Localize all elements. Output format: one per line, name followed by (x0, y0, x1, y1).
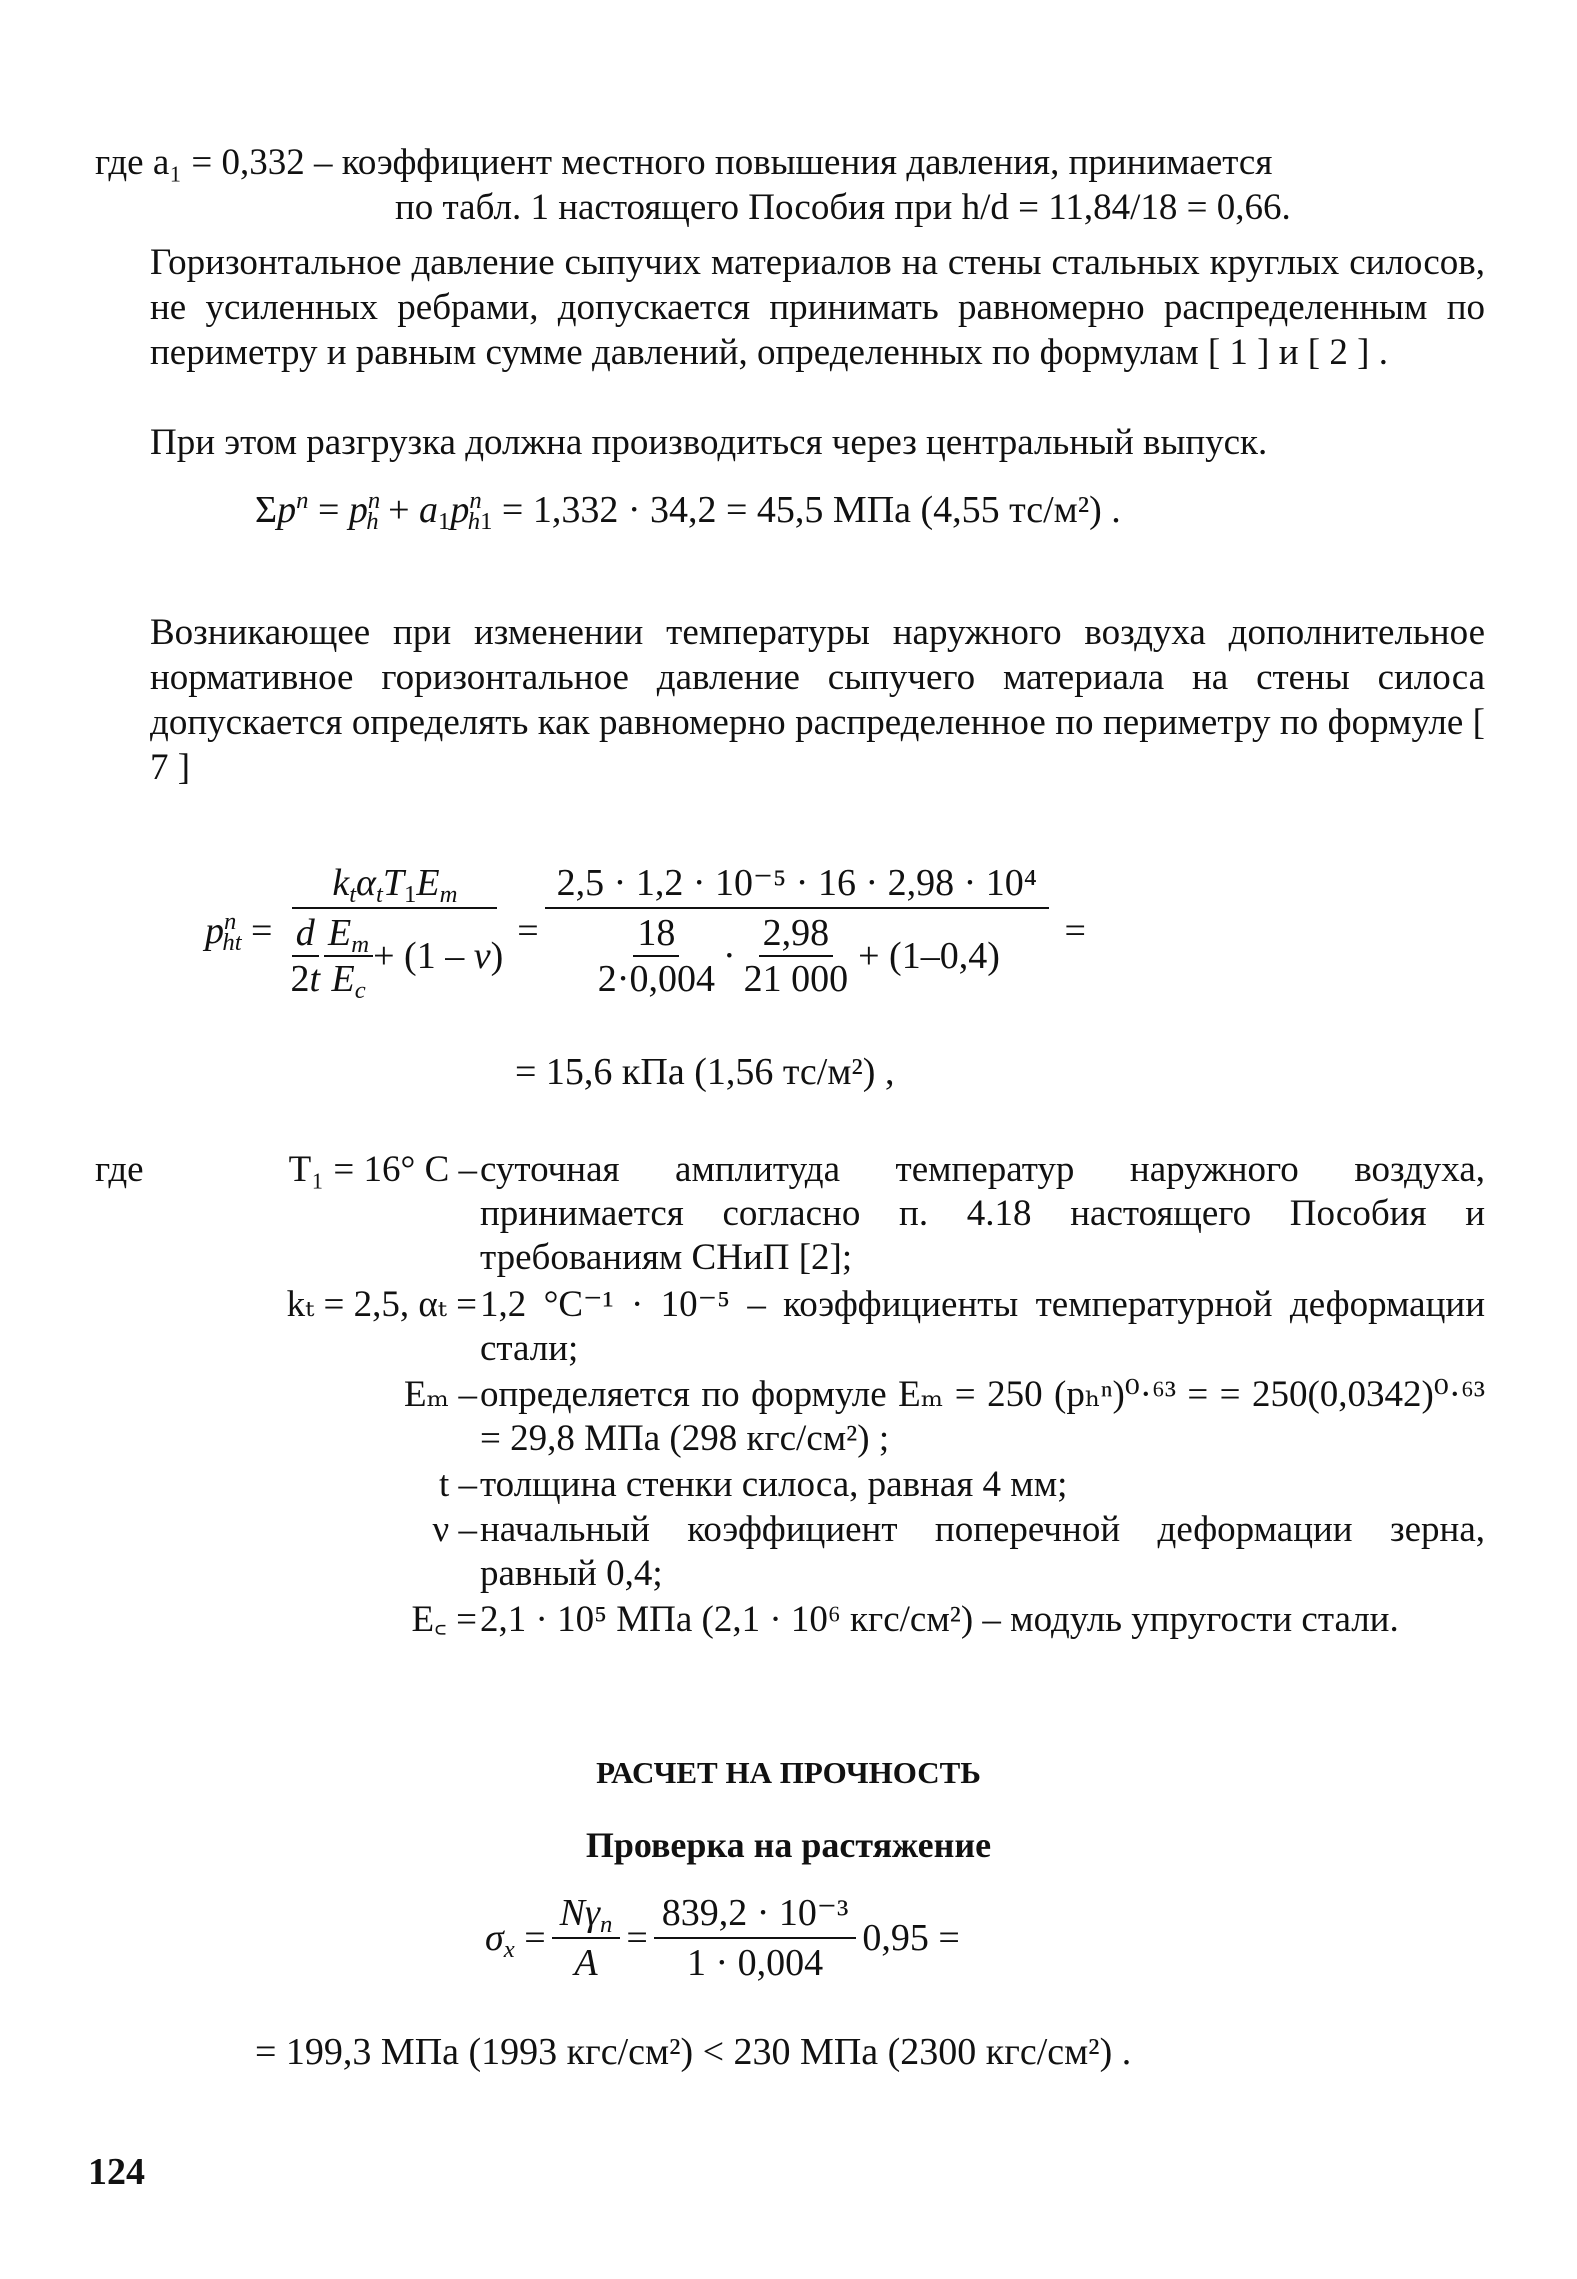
eq3-tail: 0,95 = (862, 1916, 960, 1959)
eq2-den-a-num: 18 (633, 911, 679, 957)
equation-sum-result: = 1,332 · 34,2 = 45,5 МПа (4,55 тс/м²) . (501, 489, 1121, 531)
def-t1-text: суточная амплитуда температур наружного воздуха, принимается согласно п. 4.18 настоящего Пособия и требованиям СНиП [2]; (480, 1149, 1485, 1278)
equation-sigma-x: $\sigma_x$ = $\frac{N\gamma_n}{A}$ = $\frac{\text{839,2 · 10⁻³}}{1 \cdot 0,004}$ 0,95 = (485, 1891, 960, 1984)
intro-line-1: где a₁ = 0,332 – коэффициент местного повышения давления, принимается (95, 142, 1273, 183)
equation-pht: $p^n_{ht}$ = $k_t\alpha_tT_1E_m$ $\frac{d}{2t}$ $\frac{E_m}{E_c}$ + (1 – ν) = 2,5 · 1,2 · 10⁻⁵ · 16 · 2,98 · 10⁴ $\frac{18}{2\cdot 0,004}$ · $\frac{2,98}{21 000}$ + (1–0,4) = (205, 861, 1086, 1004)
def-em-label: Eₘ – (403, 1374, 477, 1415)
def-em-text: определяется по формуле Eₘ = 250 (pₕⁿ)⁰·⁶³ = = 250(0,0342)⁰·⁶³ = 29,8 МПа (298 кгс/см²) ; (480, 1374, 1485, 1459)
equation-pht-result: = 15,6 кПа (1,56 тс/м²) , (515, 1051, 895, 1093)
equation-sum-pressure (255, 487, 1121, 536)
eq3-numerator: 839,2 · 10⁻³ (654, 1890, 857, 1939)
equation-pht-numerator: 2,5 · 1,2 · 10⁻⁵ · 16 · 2,98 · 10⁴ (545, 860, 1049, 909)
where-label: где (95, 1149, 144, 1190)
equation-pht-numeric-fraction: 2,5 · 1,2 · 10⁻⁵ · 16 · 2,98 · 10⁴ $\frac{18}{2\cdot 0,004}$ · $\frac{2,98}{21 000}$ + (1–0,4) (545, 860, 1049, 1001)
paragraph-temperature-pressure: Возникающее при изменении температуры наружного воздуха дополнительное нормативное горизонтальное давление сыпучего материала на стены силоса допускается определять как равномерно распределенное по периметру по формуле [ 7 ] (150, 612, 1485, 788)
def-nu-text: начальный коэффициент поперечной деформации зерна, равный 0,4; (480, 1509, 1485, 1594)
intro-line-2: по табл. 1 настоящего Пособия при h/d = 11,84/18 = 0,66. (395, 187, 1291, 228)
def-ec-text: 2,1 · 10⁵ МПа (2,1 · 10⁶ кгс/см²) – модуль упругости стали. (480, 1599, 1399, 1640)
subsection-heading-tension: Проверка на растяжение (585, 1825, 992, 1865)
def-kt-text: 1,2 °C⁻¹ · 10⁻⁵ – коэффициенты температурной деформации стали; (480, 1284, 1485, 1369)
eq2-den-tail: + (1–0,4) (858, 935, 1000, 977)
paragraph-horizontal-pressure: Горизонтальное давление сыпучих материалов на стены стальных круглых силосов, не усиленных ребрами, допускается принимать равномерно распределенным по периметру и равным сумме давлений, определенных по формулам [ 1 ] и [ 2 ] . (150, 242, 1485, 373)
def-t-label: t – (438, 1464, 477, 1505)
eq2-den-b-den: 21 000 (743, 958, 849, 1000)
section-heading-strength: РАСЧЕТ НА ПРОЧНОСТЬ (596, 1755, 981, 1790)
paragraph-unloading: При этом разгрузка должна производиться через центральный выпуск. (150, 422, 1268, 463)
def-nu-label: ν – (432, 1509, 477, 1550)
equation-sum-lhs: $\Sigma p^n = p^n_h + a_1p^n_{h1}$ (255, 487, 493, 536)
def-t-text: толщина стенки силоса, равная 4 мм; (480, 1464, 1068, 1505)
equation-pht-symbolic-fraction: $k_t\alpha_tT_1E_m$ $\frac{d}{2t}$ $\frac{E_m}{E_c}$ + (1 – ν) (290, 861, 504, 1004)
def-t1-label: T₁ = 16° C – (288, 1149, 477, 1190)
def-ec-label: E꜀ = (411, 1599, 477, 1640)
eq2-den-b-num: 2,98 (759, 911, 834, 957)
page-number: 124 (88, 2151, 145, 2193)
eq3-denominator: 1 · 0,004 (686, 1942, 824, 1984)
def-kt-label: kₜ = 2,5, αₜ = (286, 1284, 477, 1325)
eq2-den-a-den: 2·0,004 (597, 958, 715, 1000)
equation-pht-lhs: $p^n_{ht}$ = (205, 907, 273, 956)
equation-final-result: = 199,3 МПа (1993 кгс/см²) < 230 МПа (2300 кгс/см²) . (255, 2031, 1132, 2073)
